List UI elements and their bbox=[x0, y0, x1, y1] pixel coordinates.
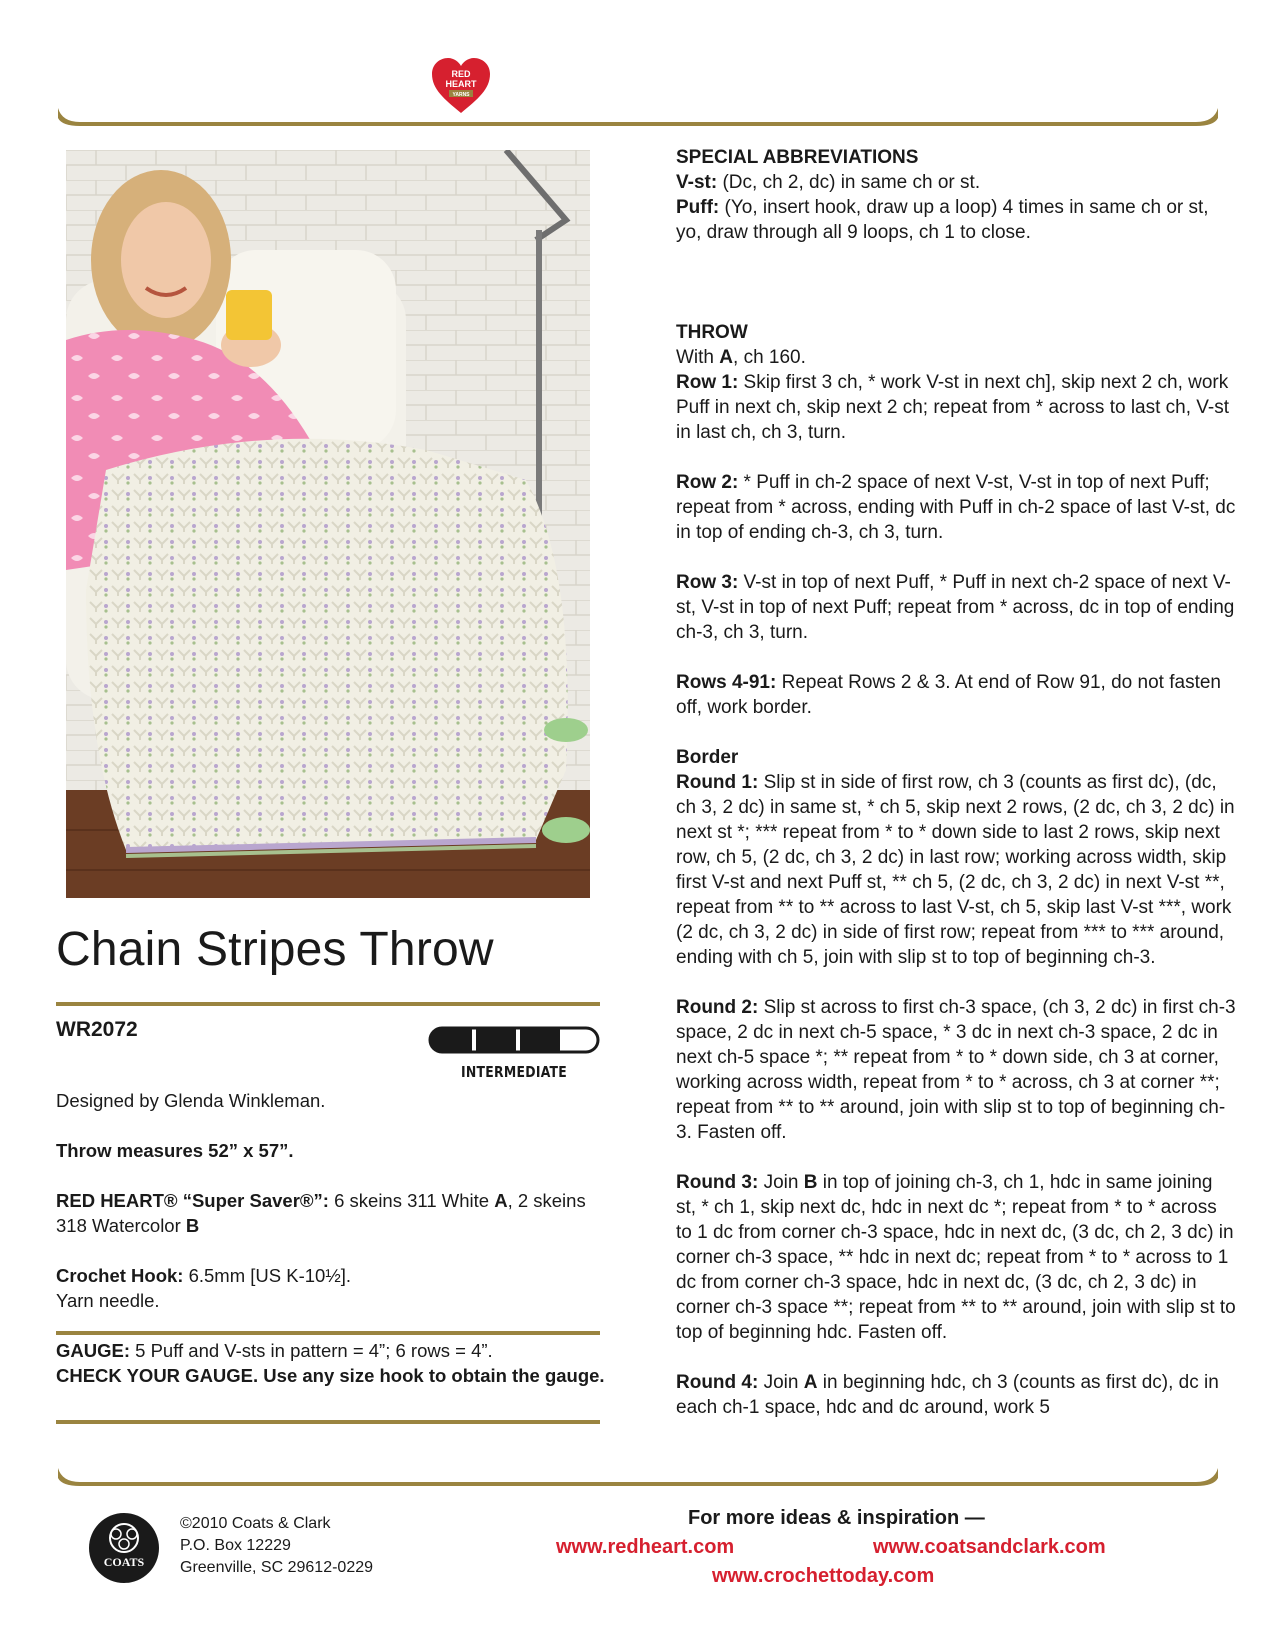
yarn-text: 6 skeins 311 White bbox=[328, 1190, 495, 1211]
gauge-block bbox=[56, 1338, 616, 1388]
abbrev-puff-label: Puff: bbox=[676, 197, 720, 218]
row-2-label: Row 2: bbox=[676, 472, 739, 493]
link-crochettoday[interactable]: www.crochettoday.com bbox=[712, 1565, 935, 1587]
row-1-label: Row 1: bbox=[676, 372, 739, 393]
divider-rule bbox=[56, 1420, 600, 1424]
needle-text: Yarn needle. bbox=[56, 1290, 160, 1311]
yarn-color-a: A bbox=[494, 1190, 508, 1211]
copyright: ©2010 Coats & Clark bbox=[180, 1515, 331, 1532]
round-2 bbox=[676, 995, 1236, 1145]
divider-rule bbox=[56, 1002, 600, 1006]
throw-start-pre: With bbox=[676, 347, 720, 368]
row-3 bbox=[676, 570, 1236, 645]
round-2-text: Slip st across to first ch-3 space, (ch 3, 2 dc) in first ch-3 space, 2 dc in next ch-5 space, * 3 dc in next ch-3 space, 2 dc in next ch-5 space *; ** repeat from * to * down side, ch 3 at corner, working across width, repeat from * to * across, ch 3 at corner **; repeat from ** to ** around, join with slip st to top of beginning ch-3. Fasten off. bbox=[676, 997, 1236, 1143]
round-1 bbox=[676, 770, 1236, 970]
abbrev-vst-text: (Dc, ch 2, dc) in same ch or st. bbox=[717, 172, 981, 193]
city-line: Greenville, SC 29612-0229 bbox=[180, 1559, 374, 1576]
instructions-column bbox=[676, 145, 1236, 1445]
gauge-check: CHECK YOUR GAUGE. Use any size hook to obtain the gauge. bbox=[56, 1365, 605, 1386]
hook-text: 6.5mm [US K-10½]. bbox=[183, 1265, 352, 1286]
round-4-label: Round 4: bbox=[676, 1372, 759, 1393]
yarn-text-2: , 2 skeins 318 Watercolor bbox=[56, 1190, 586, 1236]
finished-size: Throw measures 52” x 57”. bbox=[56, 1140, 294, 1161]
round-3-pre: Join bbox=[758, 1172, 804, 1193]
abbrev-vst-label: V-st: bbox=[676, 172, 718, 193]
bottom-gold-band bbox=[58, 1468, 1218, 1486]
throw-heading: THROW bbox=[676, 322, 748, 343]
round-4 bbox=[676, 1370, 1236, 1420]
round-1-text: Slip st in side of first row, ch 3 (counts as first dc), (dc, ch 3, 2 dc) in same st, * ch 5, skip next 2 rows, (2 dc, ch 3, 2 dc) in next st *; *** repeat from * to * down side to last 2 rows, skip next row, ch 5, (2 dc, ch 3, 2 dc) in last row; working across width, skip first V-st and next Puff st, ** ch 5, (2 dc, ch 3, 2 dc) in next V-st **, repeat from ** to ** across to last V-st, ch 5, skip last V-st ***, work (2 dc, ch 3, 2 dc) in side of first row; repeat from *** to *** around, ending with ch 5, join with slip st to top of beginning ch-3. bbox=[676, 772, 1235, 968]
row-2-text: * Puff in ch-2 space of next V-st, V-st in top of next Puff; repeat from * across, ending with Puff in ch-2 space of last V-st, dc in top of ending ch-3, ch 3, turn. bbox=[676, 472, 1236, 543]
throw-start-post: , ch 160. bbox=[733, 347, 806, 368]
pattern-number: WR2072 bbox=[56, 1018, 138, 1041]
throw-start bbox=[676, 345, 1236, 370]
footer-address bbox=[180, 1513, 373, 1579]
yarn-materials bbox=[56, 1188, 616, 1238]
rows-4-91 bbox=[676, 670, 1236, 720]
abbreviations-heading: SPECIAL ABBREVIATIONS bbox=[676, 147, 919, 168]
top-gold-band bbox=[58, 108, 1218, 126]
row-3-text: V-st in top of next Puff, * Puff in next ch-2 space of next V-st, V-st in top of next Puff; repeat from * across, dc in top of ending ch-3, ch 3, turn. bbox=[676, 572, 1235, 643]
row-3-label: Row 3: bbox=[676, 572, 739, 593]
gauge-text: 5 Puff and V-sts in pattern = 4”; 6 rows = 4”. bbox=[130, 1340, 493, 1361]
designer-credit: Designed by Glenda Winkleman. bbox=[56, 1090, 326, 1111]
rows-4-91-label: Rows 4-91: bbox=[676, 672, 777, 693]
round-3-color: B bbox=[803, 1172, 818, 1193]
rows-4-91-text: Repeat Rows 2 & 3. At end of Row 91, do not fasten off, work border. bbox=[676, 672, 1221, 718]
logo-line1: RED bbox=[451, 69, 471, 79]
abbrev-puff-text: (Yo, insert hook, draw up a loop) 4 times in same ch or st, yo, draw through all 9 loops, ch 1 to close. bbox=[676, 197, 1209, 243]
skill-level-indicator bbox=[428, 1026, 600, 1081]
logo-line3: YARNS bbox=[452, 92, 470, 98]
pattern-title: Chain Stripes Throw bbox=[56, 923, 494, 976]
round-1-label: Round 1: bbox=[676, 772, 759, 793]
row-1-text: Skip first 3 ch, * work V-st in next ch], skip next 2 ch, work Puff in next ch, skip next 2 ch; repeat from * across to last ch, V-st in last ch, ch 3, turn. bbox=[676, 372, 1230, 443]
round-3 bbox=[676, 1170, 1236, 1345]
row-1 bbox=[676, 370, 1236, 445]
hook-materials bbox=[56, 1263, 616, 1313]
product-photo bbox=[66, 150, 590, 898]
round-3-text: in top of joining ch-3, ch 1, hdc in same joining st, * ch 1, skip next dc, hdc in next dc *; repeat from * to * across to 1 dc from corner ch-3 space, hdc in next dc, (3 dc, ch 2, 3 dc) in corner ch-3 space, ** hdc in next dc; repeat from * to * across to 1 dc from corner ch-3 space, hdc in next dc, (3 dc, ch 2, 3 dc) in corner ch-3 space **; repeat from ** to ** around, join with slip st to top of beginning hdc. Fasten off. bbox=[676, 1172, 1236, 1343]
logo-line2: HEART bbox=[445, 79, 477, 89]
round-2-label: Round 2: bbox=[676, 997, 759, 1018]
yarn-color-b: B bbox=[185, 1215, 200, 1236]
yarn-label: RED HEART® “Super Saver®”: bbox=[56, 1190, 329, 1211]
round-4-pre: Join bbox=[758, 1372, 804, 1393]
divider-rule bbox=[56, 1331, 600, 1335]
row-2 bbox=[676, 470, 1236, 545]
skill-level-label: INTERMEDIATE bbox=[460, 1063, 568, 1081]
link-redheart[interactable]: www.redheart.com bbox=[556, 1536, 735, 1558]
round-3-label: Round 3: bbox=[676, 1172, 759, 1193]
border-heading: Border bbox=[676, 747, 739, 768]
hook-label: Crochet Hook: bbox=[56, 1265, 184, 1286]
round-4-text: in beginning hdc, ch 3 (counts as first dc), dc in each ch-1 space, hdc and dc around, work 5 bbox=[676, 1372, 1219, 1418]
abbrev-puff bbox=[676, 195, 1236, 245]
coats-logo-text: COATS bbox=[103, 1555, 145, 1569]
coats-logo bbox=[88, 1512, 160, 1584]
red-heart-logo bbox=[430, 57, 492, 115]
po-box: P.O. Box 12229 bbox=[180, 1537, 291, 1554]
round-4-color: A bbox=[803, 1372, 818, 1393]
gauge-label: GAUGE: bbox=[56, 1340, 130, 1361]
abbrev-vst bbox=[676, 170, 1236, 195]
link-coatsandclark[interactable]: www.coatsandclark.com bbox=[873, 1536, 1106, 1558]
throw-start-color: A bbox=[719, 347, 734, 368]
more-ideas-heading: For more ideas & inspiration — bbox=[688, 1507, 985, 1529]
skill-level-blocks-icon bbox=[428, 1026, 600, 1054]
